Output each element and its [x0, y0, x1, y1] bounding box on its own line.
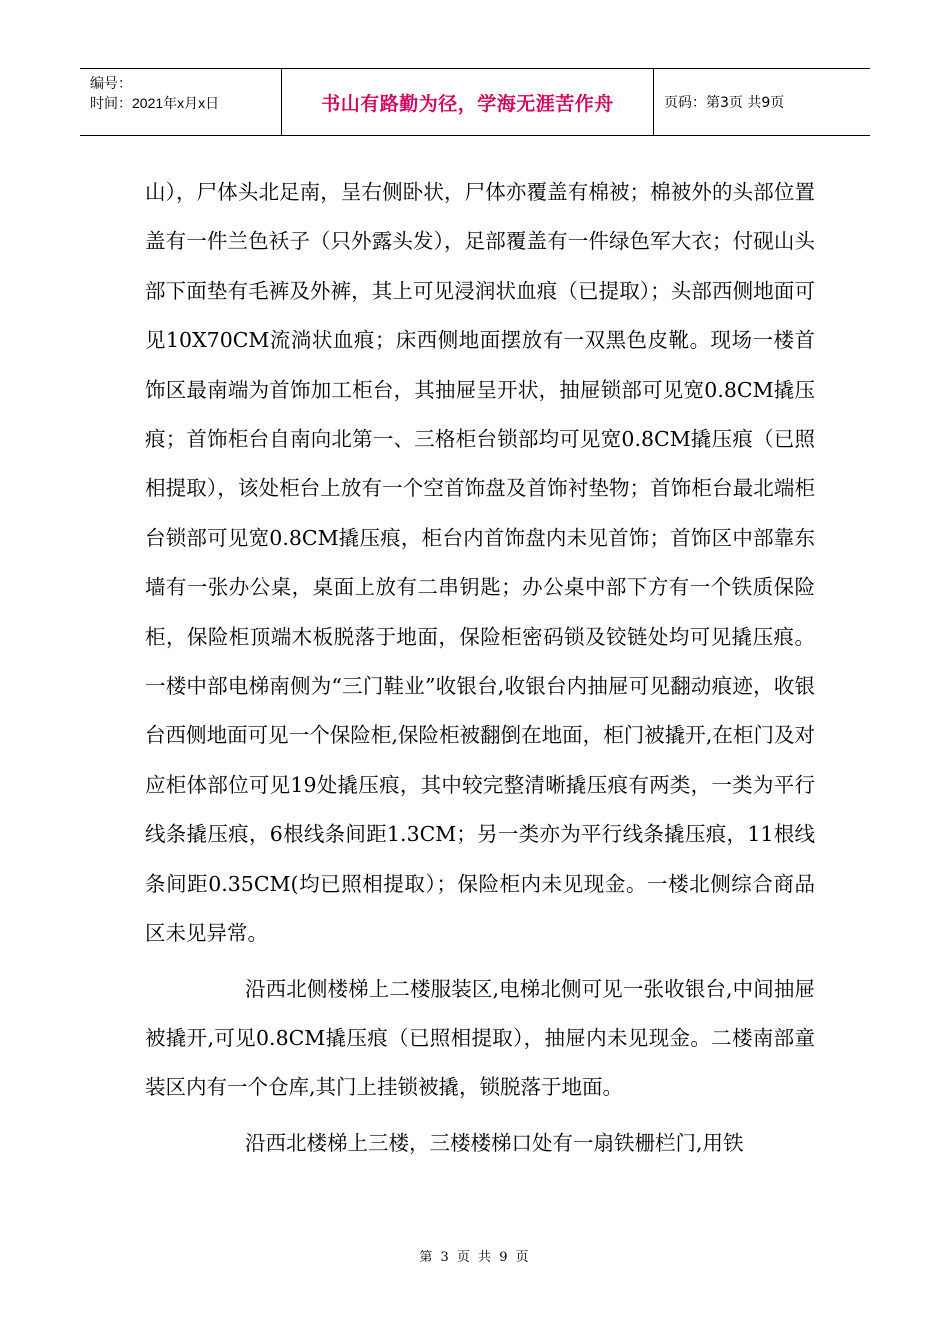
paragraph-2: 沿西北侧楼梯上二楼服装区,电梯北侧可见一张收银台,中间抽屉被撬开,可见0.8CM撬压痕（已照相提取），抽屉内未见现金。二楼南部童装区内有一个仓库,其门上挂锁被撬，锁脱落于地面。 — [145, 976, 815, 1100]
document-body — [145, 168, 815, 1168]
paragraph-1: 山），尸体头北足南，呈右侧卧状，尸体亦覆盖有棉被；棉被外的头部位置盖有一件兰色袄子（只外露头发），足部覆盖有一件绿色军大衣；付砚山头部下面垫有毛裤及外裤，其上可见浸润状血痕（已提取）；头部西侧地面可见10X70CM流淌状血痕；床西侧地面摆放有一双黑色皮靴。现场一楼首饰区最南端为首饰加工柜台，其抽屉呈开状，抽屉锁部可见宽0.8CM撬压痕；首饰柜台自南向北第一、三格柜台锁部均可见宽0.8CM撬压痕（已照相提取），该处柜台上放有一个空首饰盘及首饰衬垫物；首饰柜台最北端柜台锁部可见宽0.8CM撬压痕，柜台内首饰盘内未见首饰；首饰区中部靠东墙有一张办公桌，桌面上放有二串钥匙；办公桌中部下方有一个铁质保险柜，保险柜顶端木板脱落于地面，保险柜密码锁及铰链处均可见撬压痕。一楼中部电梯南侧为“三门鞋业”收银台,收银台内抽屉可见翻动痕迹，收银台西侧地面可见一个保险柜,保险柜被翻倒在地面，柜门被撬开,在柜门及对应柜体部位可见19处撬压痕，其中较完整清晰撬压痕有两类，一类为平行线条撬压痕，6根线条间距1.3CM；另一类亦为平行线条撬压痕，11根线条间距0.35CM(均已照相提取）；保险柜内未见现金。一楼北侧综合商品区未见异常。 — [145, 180, 815, 946]
page-header — [80, 68, 870, 136]
header-page-cell — [654, 69, 870, 135]
page-number-label: 页码：第3页 共9页 — [664, 95, 785, 111]
header-meta — [80, 69, 281, 135]
paragraph-3: 沿西北楼梯上三楼，三楼楼梯口处有一扇铁栅栏门,用铁 — [245, 1130, 744, 1155]
motto-text: 书山有路勤为径，学海无涯苦作舟 — [321, 92, 614, 115]
page-footer: 第 3 页 共 9 页 — [419, 1250, 531, 1265]
number-label: 编号： — [90, 75, 132, 91]
date-label: 时间：2021年x月x日 — [90, 95, 220, 111]
header-motto-cell — [281, 69, 654, 135]
